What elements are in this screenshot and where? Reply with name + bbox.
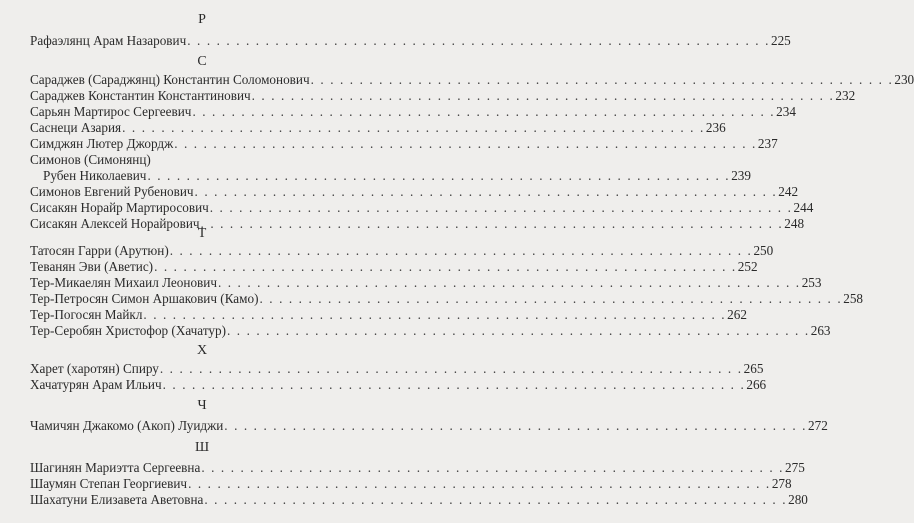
dot-leader: . . . . . . . . . . . . . . . . . . . . . . . . . . . . . . . . . . . . . . . . . . . . . . . . . . . . . . . . . . . .	[162, 377, 746, 392]
entry-name: Сисакян Норайр Мартиросович	[30, 200, 209, 215]
dot-leader: . . . . . . . . . . . . . . . . . . . . . . . . . . . . . . . . . . . . . . . . . . . . . . . . . . . . . . . . . . . .	[259, 291, 843, 306]
entry-name: Теванян Эви (Аветис)	[30, 259, 154, 274]
entry-name: Тер-Серобян Христофор (Хачатур)	[30, 323, 226, 338]
index-entry	[30, 104, 796, 120]
dot-leader: . . . . . . . . . . . . . . . . . . . . . . . . . . . . . . . . . . . . . . . . . . . . . . . . . . . . . . . . . . . .	[251, 88, 835, 103]
index-entry	[30, 361, 764, 377]
page-number: 239	[731, 168, 751, 183]
dot-leader: . . . . . . . . . . . . . . . . . . . . . . . . . . . . . . . . . . . . . . . . . . . . . . . . . . . . . . . . . . . .	[147, 168, 731, 183]
entry-name: Рафаэлянц Арам Назарович	[30, 33, 187, 48]
index-entry	[30, 259, 758, 275]
dot-leader: . . . . . . . . . . . . . . . . . . . . . . . . . . . . . . . . . . . . . . . . . . . . . . . . . . . . . . . . . . . .	[143, 307, 727, 322]
dot-leader: . . . . . . . . . . . . . . . . . . . . . . . . . . . . . . . . . . . . . . . . . . . . . . . . . . . . . . . . . . . .	[204, 492, 788, 507]
entry-name: Шагинян Мариэтта Сергеевна	[30, 460, 201, 475]
dot-leader: . . . . . . . . . . . . . . . . . . . . . . . . . . . . . . . . . . . . . . . . . . . . . . . . . . . . . . . . . . . .	[217, 275, 801, 290]
index-entry	[30, 200, 814, 216]
dot-leader: . . . . . . . . . . . . . . . . . . . . . . . . . . . . . . . . . . . . . . . . . . . . . . . . . . . . . . . . . . . .	[122, 120, 705, 135]
dot-leader: . . . . . . . . . . . . . . . . . . . . . . . . . . . . . . . . . . . . . . . . . . . . . . . . . . . . . . . . . . . .	[169, 243, 753, 258]
page-number: 248	[784, 216, 805, 231]
entry-name: Рубен Николаевич	[43, 168, 147, 183]
page-number: 232	[835, 88, 856, 103]
index-entry	[30, 323, 831, 339]
page-number: 230	[894, 72, 914, 87]
entry-name: Сисакян Алексей Норайрович	[30, 216, 200, 231]
index-entry	[30, 33, 791, 49]
entry-name: Шахатуни Елизавета Аветовна	[30, 492, 204, 507]
page-number: 263	[810, 323, 831, 338]
index-entry	[30, 275, 822, 291]
entry-name: Хачатурян Арам Ильич	[30, 377, 162, 392]
entry-name: Чамичян Джакомо (Акоп) Луиджи	[30, 418, 224, 433]
page-number: 266	[746, 377, 767, 392]
page-number: 236	[705, 120, 726, 135]
page-number: 258	[843, 291, 864, 306]
section-letter: Т	[197, 226, 207, 241]
entry-name: Харет (харотян) Спиру	[30, 361, 159, 376]
entry-name: Симджян Лютер Джордж	[30, 136, 174, 151]
entry-name: Шаумян Степан Георгиевич	[30, 476, 188, 491]
page-number: 225	[770, 33, 791, 48]
dot-leader: . . . . . . . . . . . . . . . . . . . . . . . . . . . . . . . . . . . . . . . . . . . . . . . . . . . . . . . . . . . .	[310, 72, 894, 87]
index-entry	[30, 152, 374, 168]
index-entry	[30, 476, 792, 492]
section-letter: С	[197, 54, 207, 69]
section-letter: Ч	[197, 398, 207, 413]
index-entry	[30, 291, 864, 307]
dot-leader: . . . . . . . . . . . . . . . . . . . . . . . . . . . . . . . . . . . . . . . . . . . . . . . . . . . . . . . . . . . .	[200, 216, 784, 231]
page-number: 278	[771, 476, 792, 491]
dot-leader: . . . . . . . . . . . . . . . . . . . . . . . . . . . . . . . . . . . . . . . . . . . . . . . . . . . . . . . . . . . .	[188, 476, 771, 491]
entry-name: Сарьян Мартирос Сергеевич	[30, 104, 192, 119]
dot-leader: . . . . . . . . . . . . . . . . . . . . . . . . . . . . . . . . . . . . . . . . . . . . . . . . . . . . . . . . . . . .	[194, 184, 778, 199]
index-entry	[30, 88, 856, 104]
page-number: 244	[793, 200, 814, 215]
page-number: 275	[785, 460, 805, 475]
index-entry	[30, 184, 799, 200]
entry-name: Симонов Евгений Рубенович	[30, 184, 194, 199]
dot-leader: . . . . . . . . . . . . . . . . . . . . . . . . . . . . . . . . . . . . . . . . . . . . . . . . . . . . . . . . . . . .	[201, 460, 785, 475]
page-number: 234	[776, 104, 796, 119]
page-number: 253	[801, 275, 822, 290]
section-letter: Ш	[194, 440, 210, 455]
dot-leader: . . . . . . . . . . . . . . . . . . . . . . . . . . . . . . . . . . . . . . . . . . . . . . . . . . . . . . . . . . . .	[224, 418, 808, 433]
entry-name: Тер-Погосян Майкл	[30, 307, 143, 322]
page-number: 262	[727, 307, 747, 322]
index-entry	[30, 307, 747, 323]
page-number: 250	[753, 243, 774, 258]
page-number: 265	[743, 361, 764, 376]
dot-leader: . . . . . . . . . . . . . . . . . . . . . . . . . . . . . . . . . . . . . . . . . . . . . . . . . . . . . . . . . . . .	[174, 136, 757, 151]
section-letter: Х	[196, 343, 208, 358]
dot-leader: . . . . . . . . . . . . . . . . . . . . . . . . . . . . . . . . . . . . . . . . . . . . . . . . . . . . . . . . . . . .	[226, 323, 810, 338]
index-entry	[30, 72, 914, 88]
index-entry	[30, 492, 808, 508]
index-entry	[30, 243, 774, 259]
page-number: 237	[757, 136, 778, 151]
dot-leader: . . . . . . . . . . . . . . . . . . . . . . . . . . . . . . . . . . . . . . . . . . . . . . . . . . . . . . . . . . . .	[187, 33, 770, 48]
page-number: 280	[788, 492, 808, 507]
dot-leader: . . . . . . . . . . . . . . . . . . . . . . . . . . . . . . . . . . . . . . . . . . . . . . . . . . . . . . . . . . . .	[192, 104, 776, 119]
page-number: 252	[737, 259, 758, 274]
entry-name: Тер-Петросян Симон Аршакович (Камо)	[30, 291, 259, 306]
page-number: 242	[778, 184, 799, 199]
index-entry	[30, 418, 828, 434]
dot-leader: . . . . . . . . . . . . . . . . . . . . . . . . . . . . . . . . . . . . . . . . . . . . . . . . . . . . . . . . . . . .	[209, 200, 793, 215]
index-entry	[30, 120, 726, 136]
entry-name: Тер-Микаелян Михаил Леонович	[30, 275, 217, 290]
entry-name: Татосян Гарри (Арутюн)	[30, 243, 169, 258]
dot-leader: . . . . . . . . . . . . . . . . . . . . . . . . . . . . . . . . . . . . . . . . . . . . . . . . . . . . . . . . . . . .	[154, 259, 737, 274]
index-entry	[43, 168, 751, 184]
page-number: 272	[808, 418, 828, 433]
section-letter: Р	[198, 12, 206, 27]
index-entry	[30, 460, 805, 476]
index-entry	[30, 377, 767, 393]
dot-leader: . . . . . . . . . . . . . . . . . . . . . . . . . . . . . . . . . . . . . . . . . . . . . . . . . . . . . . . . . . . .	[159, 361, 743, 376]
entry-name: Сараджев Константин Константинович	[30, 88, 251, 103]
entry-name: Саснеци Азария	[30, 120, 122, 135]
index-entry	[30, 136, 778, 152]
entry-name: Симонов (Симонянц)	[30, 152, 151, 167]
entry-name: Сараджев (Сараджянц) Константин Соломонович	[30, 72, 310, 87]
